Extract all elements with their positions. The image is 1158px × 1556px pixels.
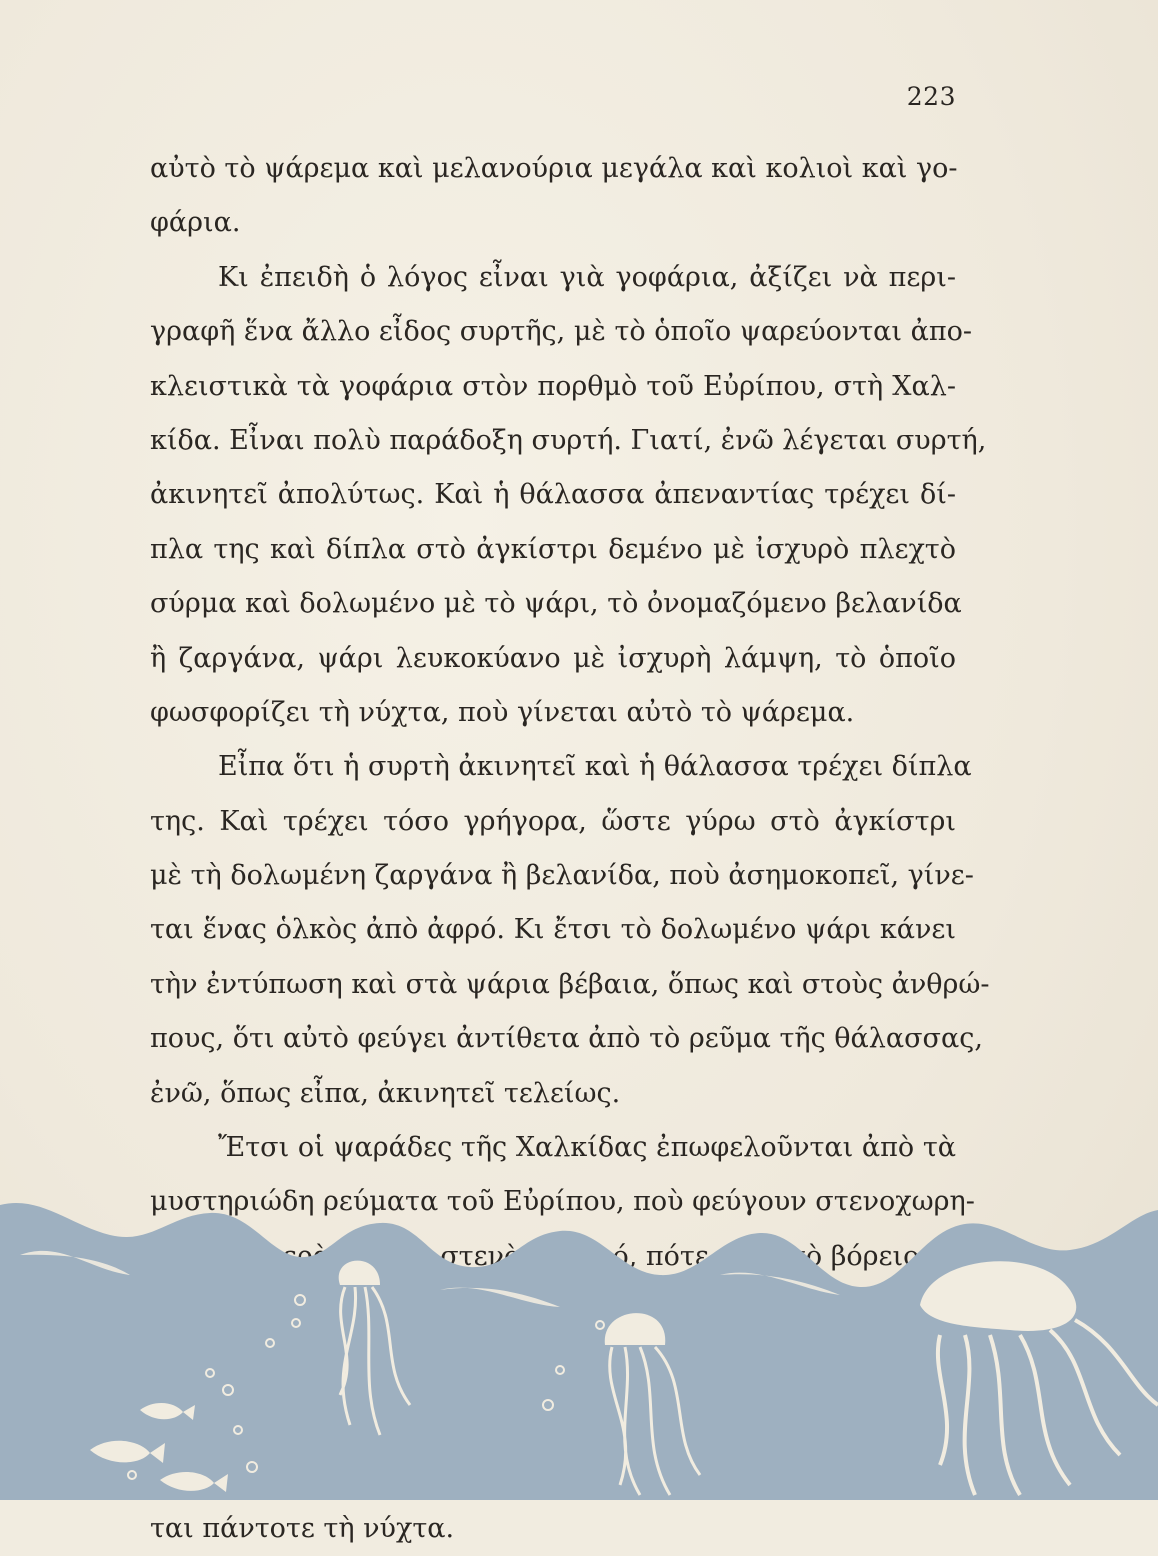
text-line: αὐτὸ τὸ ψάρεμα καὶ μελανούρια μεγάλα καὶ κολιοὶ καὶ γο- [150, 153, 958, 184]
text-line: κλειστικὰ τὰ γοφάρια στὸν πορθμὸ τοῦ Εὐρίπου, στὴ Χαλ- [150, 370, 956, 402]
text-line: ται πάντοτε τὴ νύχτα. [150, 1512, 455, 1544]
text-line: της. Καὶ τρέχει τόσο γρήγορα, ὥστε γύρω στὸ ἀγκίστρι [150, 805, 956, 837]
text-line: φωσφορίζει τὴ νύχτα, ποὺ γίνεται αὐτὸ τὸ ψάρεμα. [150, 696, 855, 728]
text-line: τὴν ἐντύπωση καὶ στὰ ψάρια βέβαια, ὅπως καὶ στοὺς ἀνθρώ- [150, 968, 990, 1000]
wave-shape [0, 1203, 1158, 1500]
text-line: Κι ἐπειδὴ ὁ λόγος εἶναι γιὰ γοφάρια, ἀξίζει νὰ περι- [218, 261, 956, 293]
text-line: ται ἕνας ὁλκὸς ἀπὸ ἀφρό. Κι ἔτσι τὸ δολωμένο ψάρι κάνει [150, 914, 956, 946]
text-line: πλα της καὶ δίπλα στὸ ἀγκίστρι δεμένο μὲ ἰσχυρὸ πλεχτὸ [150, 533, 956, 565]
text-line: ἐνῶ, ὅπως εἶπα, ἀκινητεῖ τελείως. [150, 1077, 621, 1109]
text-line: ἢ ζαργάνα, ψάρι λευκοκύανο μὲ ἰσχυρὴ λάμψη, τὸ ὁποῖο [150, 642, 956, 674]
text-line: φάρια. [150, 207, 241, 239]
text-line: πους, ὅτι αὐτὸ φεύγει ἀντίθετα ἀπὸ τὸ ρεῦμα τῆς θάλασσας, [150, 1023, 983, 1055]
page-number: 223 [906, 82, 956, 111]
text-line: ἀκινητεῖ ἀπολύτως. Καὶ ἡ θάλασσα ἀπεναντίας τρέχει δί- [150, 479, 956, 511]
text-line: κίδα. Εἶναι πολὺ παράδοξη συρτή. Γιατί, ἐνῶ λέγεται συρτή, [150, 424, 987, 456]
text-line: σύρμα καὶ δολωμένο μὲ τὸ ψάρι, τὸ ὀνομαζόμενο βελανίδα [150, 588, 962, 620]
text-line: μὲ τὴ δολωμένη ζαργάνα ἢ βελανίδα, ποὺ ἀσημοκοπεῖ, γίνε- [150, 860, 974, 892]
sea-waves-jellyfish-fish-illustration [0, 1195, 1158, 1500]
text-line: Ἔτσι οἱ ψαράδες τῆς Χαλκίδας ἐπωφελοῦνται ἀπὸ τὰ [218, 1132, 956, 1164]
text-line: Εἶπα ὅτι ἡ συρτὴ ἀκινητεῖ καὶ ἡ θάλασσα τρέχει δίπλα [218, 751, 972, 783]
text-line: γραφῆ ἕνα ἄλλο εἶδος συρτῆς, μὲ τὸ ὁποῖο ψαρεύονται ἀπο- [150, 316, 972, 348]
text-line: μυστηριώδη ρεύματα τοῦ Εὐρίπου, ποὺ φεύγουν στενοχωρη- [150, 1186, 975, 1218]
